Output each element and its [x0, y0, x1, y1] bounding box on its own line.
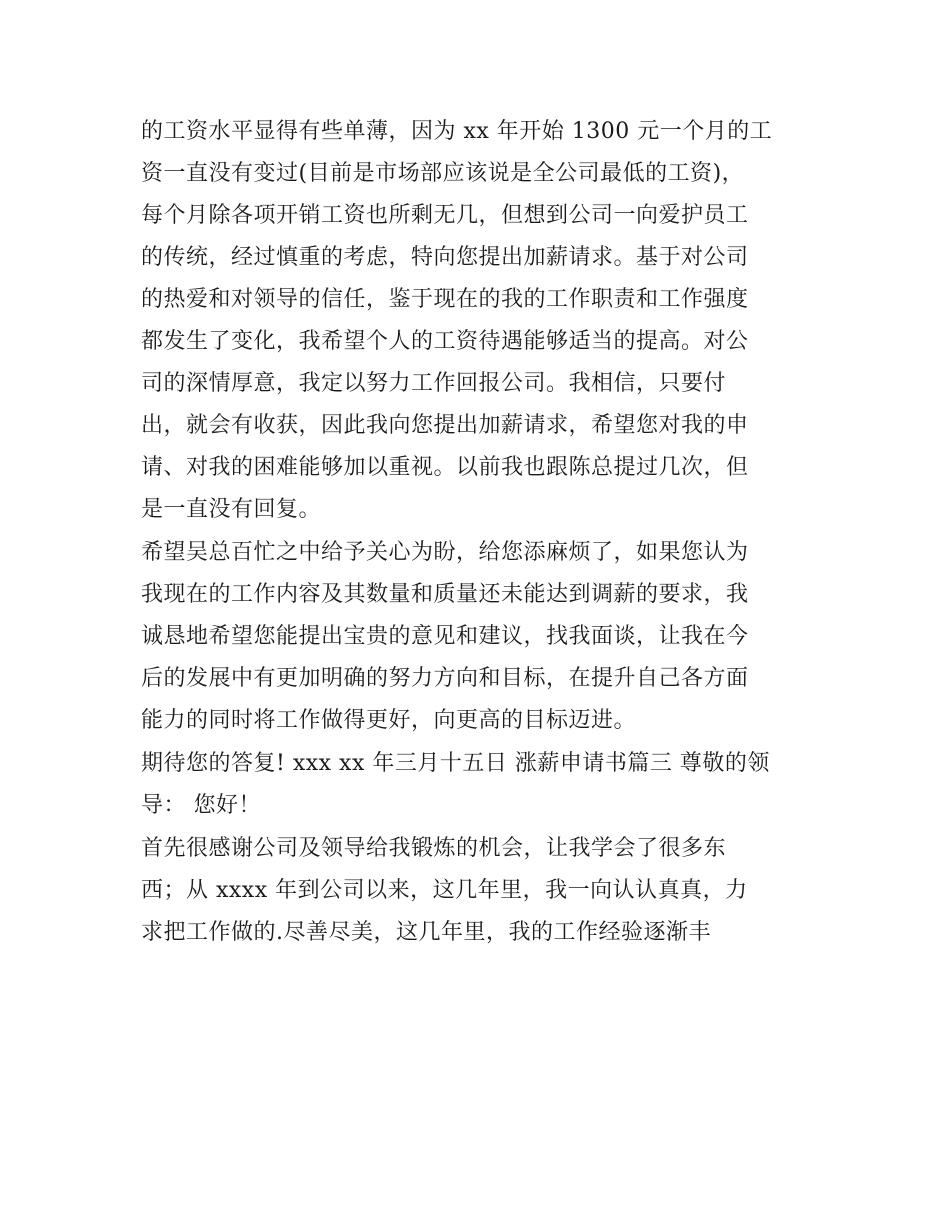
text-line: 我现在的工作内容及其数量和质量还未能达到调薪的要求，我 — [141, 582, 749, 607]
text-line: 希望吴总百忙之中给予关心为盼，给您添麻烦了，如果您认为 — [141, 540, 749, 565]
paragraph-1 — [141, 111, 821, 531]
text-line: 出，就会有收获，因此我向您提出加薪请求，希望您对我的申 — [141, 413, 749, 438]
text-line: 首先很感谢公司及领导给我锻炼的机会，让我学会了很多东 — [141, 836, 727, 861]
body-text — [141, 111, 821, 954]
text-line: 导： 您好！ — [141, 793, 261, 818]
text-line: 后的发展中有更加明确的努力方向和目标，在提升自己各方面 — [141, 666, 749, 691]
text-line: 诚恳地希望您能提出宝贵的意见和建议，找我面谈，让我在今 — [141, 624, 749, 649]
text-line: 每个月除各项开销工资也所剩无几，但想到公司一向爱护员工 — [141, 203, 749, 228]
paragraph-3 — [141, 743, 821, 827]
text-line: 期待您的答复! xxx xx 年三月十五日 涨薪申请书篇三 尊敬的领 — [141, 751, 770, 776]
text-line: 求把工作做的.尽善尽美，这几年里，我的工作经验逐渐丰 — [141, 920, 711, 945]
text-line: 能力的同时将工作做得更好，向更高的目标迈进。 — [141, 708, 637, 733]
text-line: 的工资水平显得有些单薄，因为 xx 年开始 1300 元一个月的工 — [141, 119, 773, 144]
text-line: 是一直没有回复。 — [141, 497, 322, 522]
text-line: 的传统，经过慎重的考虑，特向您提出加薪请求。基于对公司 — [141, 245, 749, 270]
text-line: 的热爱和对领导的信任，鉴于现在的我的工作职责和工作强度 — [141, 287, 749, 312]
text-line: 西；从 xxxx 年到公司以来，这几年里，我一向认认真真，力 — [141, 878, 748, 903]
text-line: 请、对我的困难能够加以重视。以前我也跟陈总提过几次，但 — [141, 455, 749, 480]
text-line: 资一直没有变过(目前是市场部应该说是全公司最低的工资)， — [141, 161, 745, 186]
text-line: 都发生了变化，我希望个人的工资待遇能够适当的提高。对公 — [141, 329, 749, 354]
paragraph-2 — [141, 532, 821, 742]
text-line: 司的深情厚意，我定以努力工作回报公司。我相信，只要付 — [141, 371, 727, 396]
paragraph-4 — [141, 828, 821, 954]
